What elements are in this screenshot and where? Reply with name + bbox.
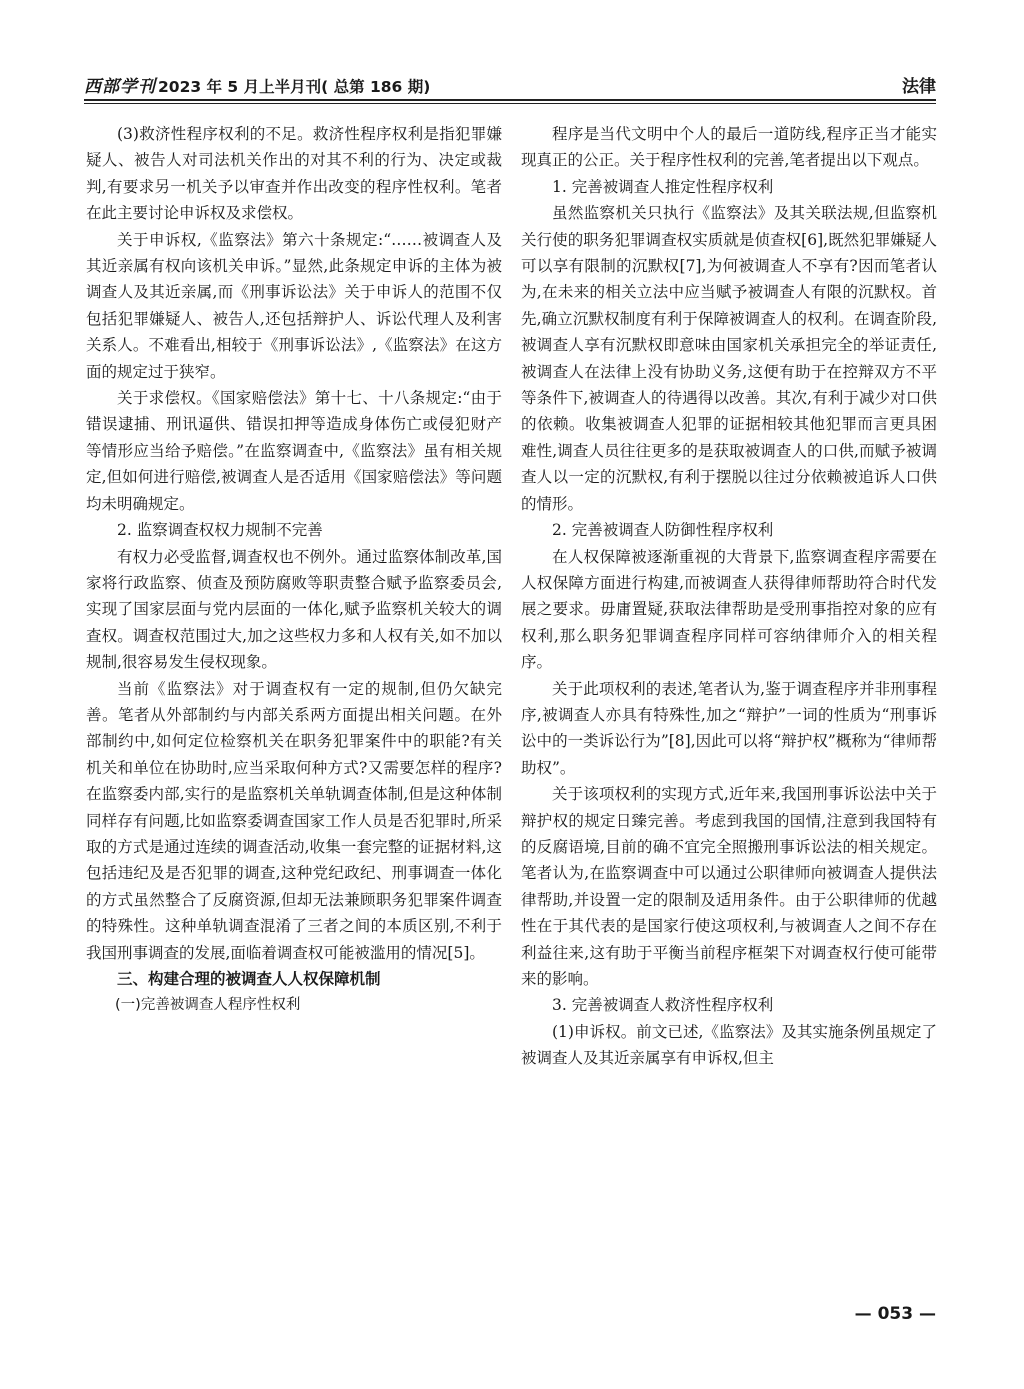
subsection-heading: 1. 完善被调查人推定性程序权利: [552, 177, 774, 196]
subsection-heading: (一)完善被调查人程序性权利: [115, 997, 301, 1014]
paragraph: 程序是当代文明中个人的最后一道防线,程序正当才能实现真正的公正。关于程序性权利的完善,笔者提出以下观点。: [521, 125, 937, 170]
subsection-heading: 2. 监察调查权权力规制不完善: [117, 521, 323, 540]
left-column: [86, 121, 502, 1019]
paragraph: 有权力必受监督,调查权也不例外。通过监察体制改革,国家将行政监察、侦查及预防腐败等职责整合赋予监察委员会,实现了国家层面与党内层面的一体化,赋予监察机关较大的调查权。调查权范围过大,加之这些权力多和人权有关,如不加以规制,很容易发生侵权现象。: [86, 547, 502, 672]
paragraph: 在人权保障被逐渐重视的大背景下,监察调查程序需要在人权保障方面进行构建,而被调查人获得律师帮助符合时代发展之要求。毋庸置疑,获取法律帮助是受刑事指控对象的应有权利,那么职务犯罪调查程序同样可容纳律师介入的相关程序。: [521, 547, 937, 672]
page-number: — 053 —: [854, 1304, 936, 1324]
header-rule-thin: [84, 103, 936, 104]
issue-info: 2023 年 5 月上半月刊( 总第 186 期): [158, 78, 431, 96]
page-header: [84, 62, 936, 102]
journal-logo: 西部学刊: [84, 77, 156, 97]
paragraph: 关于此项权利的表述,笔者认为,鉴于调查程序并非刑事程序,被调查人亦具有特殊性,加之“辩护”一词的性质为“刑事诉讼中的一类诉讼行为”[8],因此可以将“辩护权”概称为“律师帮助权”。: [521, 679, 937, 777]
journal-masthead: [84, 72, 430, 97]
paragraph: 关于申诉权,《监察法》第六十条规定:“……被调查人及其近亲属有权向该机关申诉。”显然,此条规定申诉的主体为被调查人及其近亲属,而《刑事诉讼法》关于申诉人的范围不仅包括犯罪嫌疑人、被告人,还包括辩护人、诉讼代理人及利害关系人。不难看出,相较于《刑事诉讼法》,《监察法》在这方面的规定过于狭窄。: [86, 230, 502, 381]
paragraph: (3)救济性程序权利的不足。救济性程序权利是指犯罪嫌疑人、被告人对司法机关作出的对其不利的行为、决定或裁判,有要求另一机关予以审查并作出改变的程序性权利。笔者在此主要讨论申诉权及求偿权。: [86, 125, 502, 223]
subsection-heading: 2. 完善被调查人防御性程序权利: [552, 521, 774, 540]
section-heading: 三、构建合理的被调查人人权保障机制: [117, 970, 381, 988]
paragraph: 虽然监察机关只执行《监察法》及其关联法规,但监察机关行使的职务犯罪调查权实质就是侦查权[6],既然犯罪嫌疑人可以享有限制的沉默权[7],为何被调查人不享有?因而笔者认为,在未来的相关立法中应当赋予被调查人有限的沉默权。首先,确立沉默权制度有利于保障被调查人的权利。在调查阶段,被调查人享有沉默权即意味由国家机关承担完全的举证责任,被调查人在法律上没有协助义务,这便有助于在控辩双方不平等条件下,被调查人的待遇得以改善。其次,有利于减少对口供的依赖。收集被调查人犯罪的证据相较其他犯罪而言更具困难性,调查人员往往更多的是获取被调查人的口供,而赋予被调查人以一定的沉默权,有利于摆脱以往过分依赖被追诉人口供的情形。: [521, 204, 937, 513]
section-name: 法律: [902, 77, 936, 97]
header-rule-thick: [84, 99, 936, 101]
right-column: [521, 121, 937, 1072]
subsection-heading: 3. 完善被调查人救济性程序权利: [552, 996, 774, 1015]
paragraph: 关于该项权利的实现方式,近年来,我国刑事诉讼法中关于辩护权的规定日臻完善。考虑到我国的国情,注意到我国特有的反腐语境,目前的确不宜完全照搬刑事诉讼法的相关规定。笔者认为,在监察调查中可以通过公职律师向被调查人提供法律帮助,并设置一定的限制及适用条件。由于公职律师的优越性在于其代表的是国家行使这项权利,与被调查人之间不存在利益往来,这有助于平衡当前程序框架下对调查权行使可能带来的影响。: [521, 785, 937, 988]
paragraph: (1)申诉权。前文已述,《监察法》及其实施条例虽规定了被调查人及其近亲属享有申诉权,但主: [521, 1022, 937, 1068]
paragraph: 当前《监察法》对于调查权有一定的规制,但仍欠缺完善。笔者从外部制约与内部关系两方面提出相关问题。在外部制约中,如何定位检察机关在职务犯罪案件中的职能?有关机关和单位在协助时,应当采取何种方式?又需要怎样的程序?在监察委内部,实行的是监察机关单轨调查体制,但是这种体制同样存有问题,比如监察委调查国家工作人员是否犯罪时,所采取的方式是通过连续的调查活动,收集一套完整的证据材料,这包括违纪及是否犯罪的调查,这种党纪政纪、刑事调查一体化的方式虽然整合了反腐资源,但却无法兼顾职务犯罪案件调查的特殊性。这种单轨调查混淆了三者之间的本质区别,不利于我国刑事调查的发展,面临着调查权可能被滥用的情况[5]。: [86, 679, 502, 962]
paragraph: 关于求偿权。《国家赔偿法》第十七、十八条规定:“由于错误逮捕、刑讯逼供、错误扣押等造成身体伤亡或侵犯财产等情形应当给予赔偿。”在监察调查中,《监察法》虽有相关规定,但如何进行赔偿,被调查人是否适用《国家赔偿法》等问题均未明确规定。: [86, 389, 502, 513]
